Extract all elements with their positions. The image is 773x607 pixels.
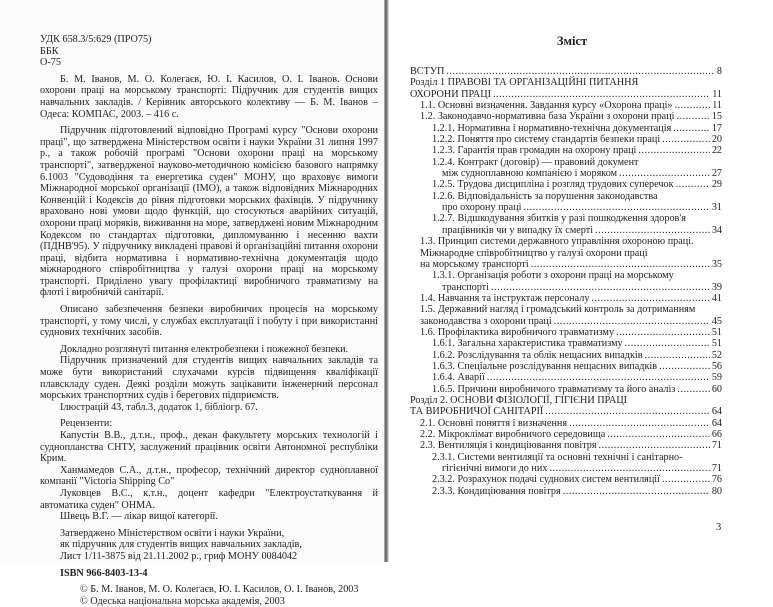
toc-entry xyxy=(410,293,722,304)
page-number: 3 xyxy=(716,522,722,533)
catalog-code: О-75 xyxy=(40,57,61,69)
abstract-paragraph: Підручник підготовлений відповідно Програмі курсу "Основи охорони праці", що затверджена Міністерством освіти і науки України 31 липня 1997 р., а також робочій програмі "Основи охорони праці на морському транспорті", затвердженої науково-методичною комісією базового напрямку 6.1003 "Судоводіння та енергетика суден" МОНУ, що враховує вимоги Міжнародної морської організації (ІМО), а також відповідних Міжнародних Конвенцій і Кодексів до рівня підготовки морських фахівців. У підручнику враховано нові умови щодо функцій, що стосуються аварійних ситуацій, охорони праці моряків, виживання на море, затверджені новим Міжнародним Кодексом по стандартах підготовки, дипломуванню і несенню вахти (ПДНВ'95). У підручнику викладені правові й організаційні питання охорони праці, відбита нормативна і нормативно-технічна документація щодо міжнародного співробітництва у галузі охорони праці на морському транспорті. Приділено увагу профілактиці виробничого травматизму на флоті і виробничій санітарії. xyxy=(40,125,378,299)
dot-leader xyxy=(487,372,710,383)
dot-leader xyxy=(607,429,710,440)
toc-page-number: 22 xyxy=(711,145,722,157)
toc-entry xyxy=(410,338,722,349)
toc-entry-title: 1.2.1. Нормативна і нормативно-технічна документація xyxy=(432,122,672,134)
toc-entry-title: Міжнародне співробітництво у галузі охорони праці xyxy=(420,247,648,259)
toc-entry-title: 1.5. Державний нагляд і громадський контроль за дотриманням xyxy=(420,304,696,316)
table-of-contents xyxy=(410,66,722,497)
toc-page-number: 60 xyxy=(711,383,722,395)
toc-entry-title: 1.2. Законодавчо-нормативна база України з охорони праці xyxy=(420,111,675,123)
dot-leader xyxy=(563,486,710,497)
dot-leader xyxy=(677,384,709,395)
toc-title: Зміст xyxy=(556,34,588,48)
toc-entry xyxy=(410,270,722,293)
toc-entry-title: ТА ВИРОБНИЧОЇ САНІТАРІЇ xyxy=(410,406,544,418)
toc-entry xyxy=(410,429,722,440)
toc-entry xyxy=(410,66,722,77)
toc-entry xyxy=(410,236,722,270)
toc-entry-title: 2.3.1. Системи вентиляції та основні технічні і санітарно- xyxy=(432,451,683,463)
toc-page-number: 52 xyxy=(711,349,722,361)
dot-leader xyxy=(446,66,715,77)
reviewers-label: Рецензенти: xyxy=(60,418,113,430)
dot-leader xyxy=(662,474,710,485)
toc-entry-title: 2.3. Вентиляція і кондиціювання повітря xyxy=(420,440,597,452)
toc-page-number: 34 xyxy=(711,224,722,236)
dot-leader xyxy=(554,316,710,327)
dot-leader xyxy=(659,361,710,372)
reviewer: Луковцев В.С., к.т.н., доцент кафедри "Електроустаткування й автоматика суден" ОНМА. xyxy=(40,487,378,511)
toc-entry-title: транспорті xyxy=(442,281,489,293)
bbk-code: ББК xyxy=(40,45,59,57)
toc-entry-title: 1.6.4. Аварії xyxy=(432,372,485,384)
dot-leader xyxy=(645,350,710,361)
imprint-block xyxy=(40,34,378,607)
udk-code: УДК 658.3/5:629 (ПРО75) xyxy=(40,34,152,45)
toc-entry-title: 2.2. Мікроклімат виробничого середовища xyxy=(420,429,606,440)
toc-entry-title: на морському транспорті xyxy=(420,258,529,270)
citation: Б. М. Іванов, М. О. Колегаєв, Ю. І. Касилов, О. І. Іванов. Основи охорони праці на морському транспорті: Підручник для студентів вищих навчальних закладів. / Керівник авторського колективу — Б. М. Іванов – Одеса: КОМПАС, 2003. – 416 с. xyxy=(40,73,378,120)
toc-entry-title: гігієнічні вимоги до них xyxy=(442,463,548,475)
toc-entry-title: між судноплавною компанією і моряком xyxy=(442,168,618,180)
dot-leader xyxy=(545,406,709,417)
dot-leader xyxy=(675,100,711,111)
toc-page-number: 51 xyxy=(711,326,722,338)
toc-entry xyxy=(410,304,722,327)
toc-page-number: 15 xyxy=(711,111,722,123)
abstract-paragraph: Описано забезпечення безпеки виробничих процесів на морському транспорті, у тому числі, у службах експлуатації і побуту і при використанні суднових технічних засобів. xyxy=(40,304,378,339)
approval-line: як підручник для студентів вищих навчальних закладів, xyxy=(60,539,302,551)
toc-page-number: 27 xyxy=(711,168,722,180)
toc-entry-title: працівників чи у випадку їх смерті xyxy=(442,224,594,236)
toc-page-number: 64 xyxy=(711,406,722,418)
toc-page-number: 11 xyxy=(712,100,722,112)
toc-page-number: 17 xyxy=(711,122,722,134)
dot-leader xyxy=(619,168,710,179)
toc-entry xyxy=(410,361,722,372)
toc-entry xyxy=(410,418,722,429)
toc-entry xyxy=(410,474,722,485)
toc-entry-title: 1.2.4. Контракт (договір) — правовий документ xyxy=(432,156,639,168)
dot-leader xyxy=(616,327,710,338)
reviewer: Ханмамедов С.А., д.т.н., професор, технічний директор судноплавної компанії "Victoria Shipping Co" xyxy=(40,464,378,488)
toc-entry xyxy=(410,350,722,361)
toc-page-number: 71 xyxy=(711,440,722,452)
toc-page-number: 51 xyxy=(711,338,722,350)
dot-leader xyxy=(523,202,709,213)
abstract-paragraph: Підручник призначений для студентів вищих навчальних закладів та може бути використаний слухачами курсів підвищення кваліфікації плавскладу суден. Деякі розділи можуть зацікавити інженерний персонал морських транспортних судів і берегових підприємств. xyxy=(40,355,378,402)
dot-leader xyxy=(491,282,710,293)
toc-page-number: 80 xyxy=(711,485,722,497)
dot-leader xyxy=(595,225,710,236)
toc-entry xyxy=(410,327,722,338)
toc-entry xyxy=(410,77,722,100)
toc-page-number: 71 xyxy=(711,463,722,475)
dot-leader xyxy=(549,463,709,474)
dot-leader xyxy=(676,111,709,122)
toc-entry xyxy=(410,452,722,475)
dot-leader xyxy=(591,293,709,304)
toc-entry xyxy=(410,440,722,451)
toc-entry xyxy=(410,134,722,145)
toc-entry-title: 2.1. Основні поняття і визначення xyxy=(420,417,568,429)
toc-page-number: 20 xyxy=(711,134,722,146)
approval-line: Затверджено Міністерством освіти і науки України, xyxy=(60,527,285,539)
toc-entry-title: 1.6.1. Загальна характеристика травматизму xyxy=(432,338,623,350)
toc-entry-title: 1.2.2. Поняття про систему стандартів безпеки праці xyxy=(432,134,661,146)
toc-page-number: 41 xyxy=(711,292,722,304)
dot-leader xyxy=(676,179,710,190)
toc-entry xyxy=(410,372,722,383)
toc-entry-title: 1.2.7. Відшкодування збитків у разі пошкодження здоров'я xyxy=(432,213,686,225)
toc-entry-title: Розділ 2. ОСНОВИ ФІЗІОЛОГІЇ, ГІГІЄНИ ПРАЦІ xyxy=(410,394,628,406)
toc-entry-title: 1.6.3. Спеціальне розслідування нещасних випадків xyxy=(432,360,658,372)
dot-leader xyxy=(531,259,710,270)
toc-page-number: 35 xyxy=(711,258,722,270)
toc-entry xyxy=(410,145,722,156)
dot-leader xyxy=(599,440,710,451)
toc-entry-title: 1.6. Профілактика виробничого травматизму xyxy=(420,326,615,338)
toc-page-number: 66 xyxy=(711,429,722,440)
toc-entry-title: 1.6.5. Причини виробничого травматизму та його аналіз xyxy=(432,383,676,395)
toc-page-number: 29 xyxy=(711,179,722,191)
toc-entry-title: 2.3.2. Розрахунок подачі суднових систем вентиляції xyxy=(432,474,660,486)
toc-page-number: 45 xyxy=(711,315,722,327)
dot-leader xyxy=(638,145,709,156)
toc-entry-title: 1.2.5. Трудова дисципліна і розгляд трудових суперечок xyxy=(432,179,674,191)
toc-entry-title: 1.3.1. Організація роботи з охорони праці на морському xyxy=(432,270,674,282)
toc-entry xyxy=(410,111,722,122)
toc-entry-title: 2.3.3. Кондиціювання повітря xyxy=(432,485,561,497)
dot-leader xyxy=(625,338,710,349)
dot-leader xyxy=(569,418,710,429)
reviewer: Швець В.Г. — лікар вищої категорії. xyxy=(60,511,218,523)
toc-entry xyxy=(410,179,722,190)
abstract-paragraph: Докладно розглянуті питання електробезпеки і пожежної безпеки. xyxy=(60,343,349,355)
toc-entry-title: Розділ 1 ПРАВОВІ ТА ОРГАНІЗАЦІЙНІ ПИТАННЯ xyxy=(410,77,639,89)
toc-page-number: 76 xyxy=(711,474,722,486)
toc-page-number: 64 xyxy=(711,417,722,429)
toc-page-number: 31 xyxy=(711,202,722,214)
toc-entry xyxy=(410,213,722,236)
reviewer: Капустін В.В., д.т.н., проф., декан факультету морських технологій і суднопланства СНТУ, заслужений працівник освіти Автономної республіки Крим. xyxy=(40,430,378,465)
toc-entry xyxy=(410,486,722,497)
copyright-line: © Б. М. Іванов, М. О. Колегаєв, Ю. І. Касилов, О. І. Іванов, 2003 xyxy=(80,584,359,596)
toc-entry-title: ВСТУП xyxy=(410,66,445,77)
toc-entry-title: ОХОРОНИ ПРАЦІ xyxy=(410,88,491,100)
toc-entry xyxy=(410,157,722,180)
illustration-count: Ілюстрацій 43, табл.3, додаток 1, бібліогр. 67. xyxy=(60,401,258,413)
copyright-line: © Одеська національна морська академія, 2003 xyxy=(80,595,285,607)
toc-entry-title: 1.4. Навчання та інструктаж персоналу xyxy=(420,292,590,304)
toc-page-number: 11 xyxy=(712,88,722,100)
isbn: ISBN 966-8403-13-4 xyxy=(60,567,148,579)
toc-entry-title: 1.6.2. Розслідування та облік нещасних випадків xyxy=(432,349,643,361)
right-page xyxy=(389,0,773,562)
dot-leader xyxy=(662,134,710,145)
toc-page-number: 8 xyxy=(716,66,722,77)
toc-entry-title: про охорону праці xyxy=(442,202,522,214)
toc-entry-title: 1.1. Основні визначення. Завдання курсу «Охорона праці» xyxy=(420,100,673,112)
toc-entry xyxy=(410,100,722,111)
toc-page-number: 39 xyxy=(711,281,722,293)
left-page xyxy=(0,0,386,607)
toc-page-number: 59 xyxy=(711,372,722,384)
approval-line: Лист 1/11-3875 від 21.11.2002 р., гриф МОНУ 0084042 xyxy=(60,550,298,562)
toc-entry xyxy=(410,191,722,214)
dot-leader xyxy=(493,89,710,100)
toc-entry xyxy=(410,123,722,134)
toc-entry xyxy=(410,384,722,395)
toc-entry-title: 1.2.3. Гарантія прав громадян на охорону праці xyxy=(432,145,637,157)
dot-leader xyxy=(673,123,710,134)
toc-entry-title: 1.3. Принцип системи державного управління охороною праці. xyxy=(420,236,694,248)
toc-page-number: 56 xyxy=(711,360,722,372)
toc-entry-title: 1.2.6. Відповідальність за порушення законодавства xyxy=(432,190,658,202)
toc-entry-title: законодавства з охорони праці xyxy=(420,315,552,327)
toc-entry xyxy=(410,395,722,418)
